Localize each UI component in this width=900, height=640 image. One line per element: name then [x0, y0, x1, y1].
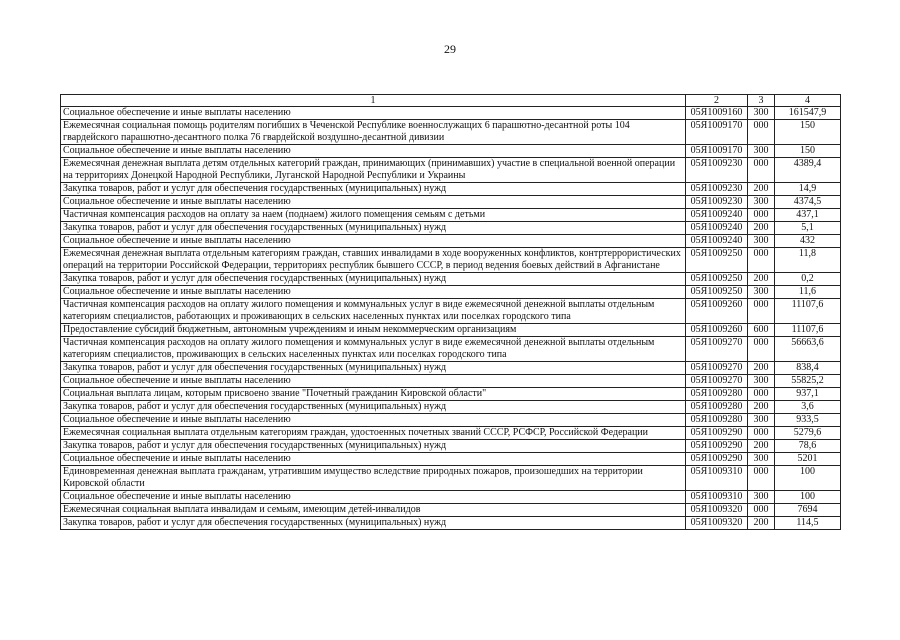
row-sum-cell: 5,1	[775, 222, 841, 235]
table-row	[61, 196, 841, 209]
row-name-cell: Социальное обеспечение и иные выплаты населению	[61, 286, 686, 299]
row-code-cell: 05Я1009270	[686, 362, 748, 375]
row-sum-cell: 150	[775, 145, 841, 158]
table-header-row	[61, 95, 841, 107]
row-code-cell: 05Я1009170	[686, 145, 748, 158]
row-name-cell: Социальное обеспечение и иные выплаты населению	[61, 145, 686, 158]
row-code-cell: 05Я1009240	[686, 222, 748, 235]
table-row	[61, 299, 841, 324]
row-type-cell: 300	[748, 491, 775, 504]
row-code-cell: 05Я1009230	[686, 158, 748, 183]
page-number: 29	[444, 42, 456, 56]
row-sum-cell: 100	[775, 466, 841, 491]
row-name-cell: Закупка товаров, работ и услуг для обеспечения государственных (муниципальных) нужд	[61, 517, 686, 530]
table-row	[61, 222, 841, 235]
row-code-cell: 05Я1009240	[686, 209, 748, 222]
row-name-cell: Закупка товаров, работ и услуг для обеспечения государственных (муниципальных) нужд	[61, 222, 686, 235]
row-sum-cell: 14,9	[775, 183, 841, 196]
row-type-cell: 300	[748, 196, 775, 209]
row-type-cell: 200	[748, 273, 775, 286]
row-code-cell: 05Я1009270	[686, 337, 748, 362]
row-sum-cell: 838,4	[775, 362, 841, 375]
row-code-cell: 05Я1009160	[686, 107, 748, 120]
row-sum-cell: 78,6	[775, 440, 841, 453]
row-sum-cell: 114,5	[775, 517, 841, 530]
row-type-cell: 600	[748, 324, 775, 337]
table-row	[61, 362, 841, 375]
row-sum-cell: 3,6	[775, 401, 841, 414]
row-name-cell: Закупка товаров, работ и услуг для обеспечения государственных (муниципальных) нужд	[61, 273, 686, 286]
row-type-cell: 300	[748, 145, 775, 158]
row-type-cell: 300	[748, 453, 775, 466]
row-sum-cell: 55825,2	[775, 375, 841, 388]
column-header-type: 3	[748, 95, 775, 107]
row-type-cell: 200	[748, 362, 775, 375]
row-code-cell: 05Я1009270	[686, 375, 748, 388]
row-type-cell: 000	[748, 158, 775, 183]
row-name-cell: Закупка товаров, работ и услуг для обеспечения государственных (муниципальных) нужд	[61, 440, 686, 453]
row-code-cell: 05Я1009170	[686, 120, 748, 145]
row-name-cell: Закупка товаров, работ и услуг для обеспечения государственных (муниципальных) нужд	[61, 401, 686, 414]
row-sum-cell: 7694	[775, 504, 841, 517]
table-row	[61, 414, 841, 427]
row-type-cell: 300	[748, 286, 775, 299]
table-row	[61, 491, 841, 504]
row-type-cell: 300	[748, 235, 775, 248]
row-code-cell: 05Я1009250	[686, 273, 748, 286]
row-code-cell: 05Я1009290	[686, 453, 748, 466]
row-name-cell: Социальное обеспечение и иные выплаты населению	[61, 491, 686, 504]
table-row	[61, 273, 841, 286]
row-type-cell: 300	[748, 375, 775, 388]
row-type-cell: 200	[748, 440, 775, 453]
row-name-cell: Ежемесячная денежная выплата отдельным категориям граждан, ставших инвалидами в ходе вооруженных конфликтов, контртеррористических операций на территории Российской Федерации, территориях республик бывшего СССР, в период ведения боевых действий в Афганистане	[61, 248, 686, 273]
row-sum-cell: 11107,6	[775, 299, 841, 324]
row-sum-cell: 11,8	[775, 248, 841, 273]
row-name-cell: Социальное обеспечение и иные выплаты населению	[61, 235, 686, 248]
row-type-cell: 000	[748, 248, 775, 273]
row-type-cell: 000	[748, 388, 775, 401]
row-name-cell: Частичная компенсация расходов на оплату жилого помещения и коммунальных услуг в виде ежемесячной денежной выплаты отдельным категориям специалистов, работающих и проживающих в сельских населенных пунктах или поселках городского типа	[61, 299, 686, 324]
row-name-cell: Ежемесячная социальная выплата отдельным категориям граждан, удостоенных почетных званий СССР, РСФСР, Российской Федерации	[61, 427, 686, 440]
table-row	[61, 209, 841, 222]
row-name-cell: Предоставление субсидий бюджетным, автономным учреждениям и иным некоммерческим организациям	[61, 324, 686, 337]
row-name-cell: Социальная выплата лицам, которым присвоено звание "Почетный гражданин Кировской области"	[61, 388, 686, 401]
row-code-cell: 05Я1009230	[686, 183, 748, 196]
row-type-cell: 200	[748, 517, 775, 530]
row-sum-cell: 437,1	[775, 209, 841, 222]
row-name-cell: Ежемесячная социальная помощь родителям погибших в Чеченской Республике военнослужащих 6 парашютно-десантной роты 104 гвардейского парашютно-десантного полка 76 гвардейской воздушно-десантной дивизии	[61, 120, 686, 145]
row-name-cell: Закупка товаров, работ и услуг для обеспечения государственных (муниципальных) нужд	[61, 362, 686, 375]
table-row	[61, 337, 841, 362]
table-row	[61, 158, 841, 183]
row-code-cell: 05Я1009240	[686, 235, 748, 248]
row-code-cell: 05Я1009310	[686, 466, 748, 491]
row-code-cell: 05Я1009250	[686, 286, 748, 299]
row-code-cell: 05Я1009280	[686, 414, 748, 427]
row-code-cell: 05Я1009320	[686, 517, 748, 530]
table-row	[61, 248, 841, 273]
row-code-cell: 05Я1009290	[686, 427, 748, 440]
row-type-cell: 000	[748, 427, 775, 440]
row-code-cell: 05Я1009310	[686, 491, 748, 504]
table-row	[61, 466, 841, 491]
row-name-cell: Закупка товаров, работ и услуг для обеспечения государственных (муниципальных) нужд	[61, 183, 686, 196]
row-type-cell: 000	[748, 209, 775, 222]
row-code-cell: 05Я1009250	[686, 248, 748, 273]
row-type-cell: 000	[748, 504, 775, 517]
row-sum-cell: 161547,9	[775, 107, 841, 120]
row-type-cell: 000	[748, 337, 775, 362]
row-code-cell: 05Я1009280	[686, 388, 748, 401]
table-row	[61, 286, 841, 299]
row-sum-cell: 150	[775, 120, 841, 145]
row-name-cell: Частичная компенсация расходов на оплату жилого помещения и коммунальных услуг в виде ежемесячной денежной выплаты отдельным категориям специалистов, проживающих в сельских населенных пунктах или поселках городского типа	[61, 337, 686, 362]
row-sum-cell: 4389,4	[775, 158, 841, 183]
row-name-cell: Частичная компенсация расходов на оплату за наем (поднаем) жилого помещения семьям с детьми	[61, 209, 686, 222]
table-row	[61, 375, 841, 388]
table-row	[61, 235, 841, 248]
table-row	[61, 183, 841, 196]
table-row	[61, 145, 841, 158]
row-name-cell: Единовременная денежная выплата гражданам, утратившим имущество вследствие природных пожаров, произошедших на территории Кировской области	[61, 466, 686, 491]
row-sum-cell: 0,2	[775, 273, 841, 286]
table-row	[61, 324, 841, 337]
row-code-cell: 05Я1009290	[686, 440, 748, 453]
row-sum-cell: 5201	[775, 453, 841, 466]
row-sum-cell: 5279,6	[775, 427, 841, 440]
row-sum-cell: 100	[775, 491, 841, 504]
row-type-cell: 000	[748, 299, 775, 324]
row-name-cell: Социальное обеспечение и иные выплаты населению	[61, 196, 686, 209]
row-name-cell: Социальное обеспечение и иные выплаты населению	[61, 414, 686, 427]
table-row	[61, 517, 841, 530]
row-code-cell: 05Я1009260	[686, 299, 748, 324]
table-row	[61, 120, 841, 145]
column-header-name: 1	[61, 95, 686, 107]
row-name-cell: Социальное обеспечение и иные выплаты населению	[61, 375, 686, 388]
row-type-cell: 200	[748, 222, 775, 235]
row-type-cell: 200	[748, 183, 775, 196]
row-code-cell: 05Я1009260	[686, 324, 748, 337]
row-type-cell: 300	[748, 414, 775, 427]
row-type-cell: 000	[748, 120, 775, 145]
row-type-cell: 300	[748, 107, 775, 120]
table-row	[61, 453, 841, 466]
column-header-code: 2	[686, 95, 748, 107]
table-row	[61, 427, 841, 440]
row-sum-cell: 4374,5	[775, 196, 841, 209]
budget-table	[60, 94, 841, 530]
row-type-cell: 000	[748, 466, 775, 491]
row-sum-cell: 937,1	[775, 388, 841, 401]
table-row	[61, 401, 841, 414]
row-name-cell: Социальное обеспечение и иные выплаты населению	[61, 107, 686, 120]
row-sum-cell: 933,5	[775, 414, 841, 427]
table-row	[61, 107, 841, 120]
row-code-cell: 05Я1009280	[686, 401, 748, 414]
row-code-cell: 05Я1009320	[686, 504, 748, 517]
row-sum-cell: 432	[775, 235, 841, 248]
row-sum-cell: 11,6	[775, 286, 841, 299]
table-row	[61, 440, 841, 453]
row-sum-cell: 11107,6	[775, 324, 841, 337]
row-type-cell: 200	[748, 401, 775, 414]
table-row	[61, 504, 841, 517]
row-code-cell: 05Я1009230	[686, 196, 748, 209]
row-name-cell: Ежемесячная социальная выплата инвалидам и семьям, имеющим детей-инвалидов	[61, 504, 686, 517]
row-sum-cell: 56663,6	[775, 337, 841, 362]
row-name-cell: Социальное обеспечение и иные выплаты населению	[61, 453, 686, 466]
row-name-cell: Ежемесячная денежная выплата детям отдельных категорий граждан, принимающих (принимавших) участие в специальной военной операции на территориях Донецкой Народной Республики, Луганской Народной Республики и Украины	[61, 158, 686, 183]
table-row	[61, 388, 841, 401]
column-header-sum: 4	[775, 95, 841, 107]
